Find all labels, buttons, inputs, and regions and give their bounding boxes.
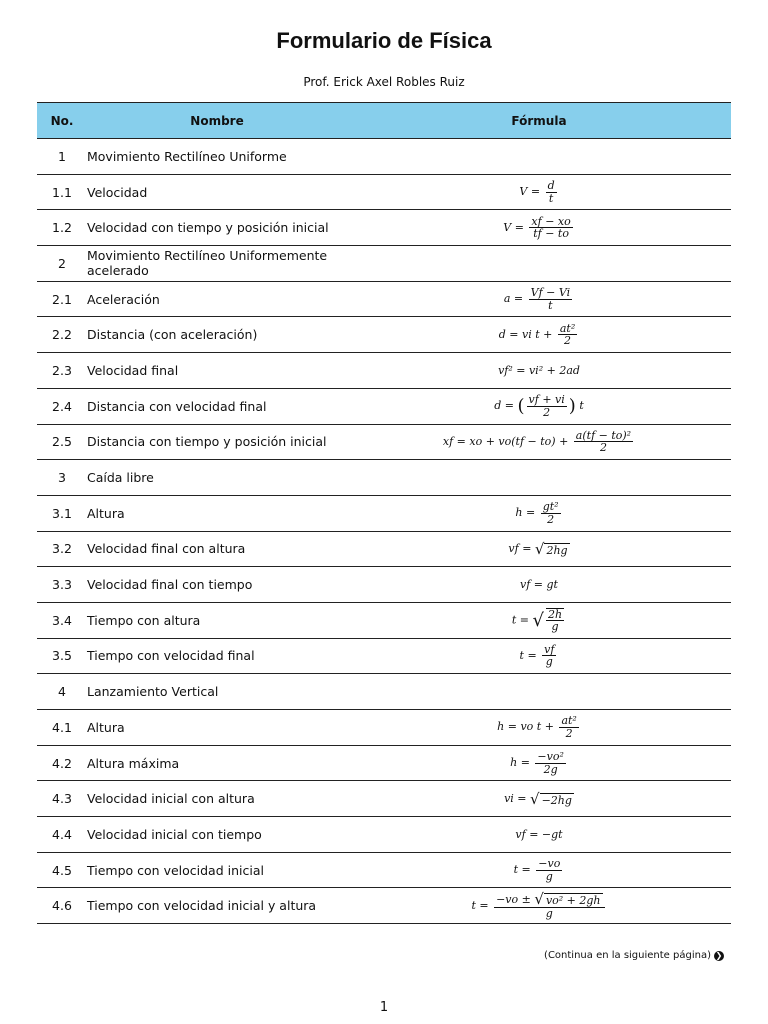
fraction [527,394,567,418]
formula-text: vf = −gt [515,827,563,841]
row-name: Altura [87,710,347,746]
row-name: Caída libre [87,460,347,496]
row-formula [347,460,731,496]
numerator-prefix: −vo ± [496,892,531,906]
denominator: t [548,191,554,205]
formula-lhs: xf = xo + vo(tf − to) + [442,434,569,448]
formula-table [37,102,731,924]
numerator: at² [561,714,577,728]
formula-lhs: h = [510,756,530,770]
row-name: Velocidad [87,174,347,210]
formula-lhs: t = [519,648,537,662]
row-number: 2.3 [37,353,87,389]
numerator: −vo [538,857,561,871]
formula-lhs: t = [511,613,530,627]
row-name: Movimiento Rectilíneo Uniforme [87,139,347,175]
row-number: 1 [37,139,87,175]
fraction [546,180,557,204]
row-name: Tiempo con velocidad inicial [87,852,347,888]
row-formula [347,139,731,175]
fraction [529,287,573,311]
radical-sign: √ [534,889,544,908]
row-number: 2.4 [37,388,87,424]
table-row [37,852,731,888]
row-name: Distancia (con aceleración) [87,317,347,353]
row-formula [347,745,731,781]
table-row [37,567,731,603]
numerator: 2h [548,607,563,621]
fraction [541,501,561,525]
row-number: 4.3 [37,781,87,817]
row-name: Movimiento Rectilíneo Uniformemente acelerado [87,246,347,282]
numerator: at² [559,321,576,335]
denominator: 2 [543,405,551,419]
row-formula [347,424,731,460]
row-formula [347,174,731,210]
row-formula [347,567,731,603]
column-header-formula: Fórmula [347,103,731,139]
table-row [37,531,731,567]
fraction [558,323,577,347]
formula-lhs: d = vi t + [498,327,553,341]
table-row [37,638,731,674]
table-row [37,174,731,210]
row-number: 4 [37,674,87,710]
formula-text: vf² = vi² + 2ad [498,363,580,377]
row-number: 3.3 [37,567,87,603]
row-formula [347,388,731,424]
row-name: Velocidad final con tiempo [87,567,347,603]
row-number: 4.2 [37,745,87,781]
row-number: 4.4 [37,817,87,853]
row-formula [347,852,731,888]
row-name: Altura máxima [87,745,347,781]
formula-lhs: a = [503,292,524,306]
row-formula [347,638,731,674]
fraction [546,608,564,633]
fraction [542,644,556,668]
row-number: 3.5 [37,638,87,674]
numerator: vf + vi [528,393,565,407]
denominator: t [548,298,553,312]
row-formula [347,781,731,817]
row-name: Lanzamiento Vertical [87,674,347,710]
document-author: Prof. Erick Axel Robles Ruiz [303,75,465,89]
right-paren: ) [568,395,576,417]
formula-lhs: h = vo t + [497,720,554,734]
numerator: xf − xo [531,214,571,228]
row-number: 4.1 [37,710,87,746]
formula-lhs: t = [471,898,489,912]
table-row [37,745,731,781]
row-number: 3.4 [37,602,87,638]
row-number: 2.2 [37,317,87,353]
table-row [37,460,731,496]
fraction [535,751,565,775]
row-name: Altura [87,495,347,531]
row-formula [347,281,731,317]
denominator: g [545,655,553,669]
row-number: 2.5 [37,424,87,460]
table-row [37,817,731,853]
denominator: 2g [543,762,558,776]
row-number: 4.6 [37,888,87,924]
row-name: Aceleración [87,281,347,317]
row-name: Velocidad final [87,353,347,389]
square-root [534,889,602,908]
denominator: tf − to [533,227,569,241]
continue-note-text: (Continua en la siguiente página) [544,950,711,961]
row-number: 2.1 [37,281,87,317]
row-name: Distancia con tiempo y posición inicial [87,424,347,460]
column-header-name: Nombre [87,103,347,139]
row-formula [347,353,731,389]
radical-sign: √ [530,789,540,808]
fraction [536,858,562,882]
formula-lhs: t = [513,863,531,877]
row-formula [347,210,731,246]
table-row [37,495,731,531]
row-name: Velocidad final con altura [87,531,347,567]
radical-sign: √ [534,539,545,558]
row-formula [347,317,731,353]
radicand: −2hg [541,793,572,807]
radical-sign: √ [532,609,545,631]
formula-lhs: vi = [504,791,527,805]
table-row [37,317,731,353]
row-number: 3.2 [37,531,87,567]
denominator: 2 [565,726,573,740]
table-row [37,602,731,638]
row-name: Velocidad con tiempo y posición inicial [87,210,347,246]
numerator: a(tf − to)² [575,428,632,442]
square-root [530,790,574,808]
radicand: vo² + 2gh [545,893,601,907]
numerator: vf [544,642,555,656]
row-formula [347,674,731,710]
formula-text: vf = gt [520,578,558,592]
formula-lhs: V = [519,185,541,199]
formula-lhs: h = [515,506,536,520]
row-number: 2 [37,246,87,282]
table-row [37,424,731,460]
fraction [529,216,572,240]
fraction [574,430,633,454]
row-number: 1.2 [37,210,87,246]
denominator: g [545,869,553,883]
square-root [535,540,570,558]
formula-rhs: t [579,399,584,413]
table-row [37,388,731,424]
formula-lhs: vf = [508,541,532,555]
numerator: Vf − Vi [530,286,571,300]
row-formula [347,602,731,638]
continue-note [544,950,724,961]
row-name: Tiempo con velocidad inicial y altura [87,888,347,924]
radicand: 2hg [546,543,568,557]
numerator [494,889,604,909]
row-formula [347,246,731,282]
table-row [37,353,731,389]
table-header-row [37,103,731,139]
table-row [37,710,731,746]
row-name: Velocidad inicial con altura [87,781,347,817]
chevron-right-icon: ❯ [715,950,723,960]
left-paren: ( [517,395,525,417]
numerator: −vo² [537,749,564,763]
fraction [559,715,578,739]
fraction [494,889,604,921]
denominator: 2 [599,441,607,455]
numerator: gt² [542,500,559,514]
formula-lhs: d = [494,399,515,413]
row-name: Distancia con velocidad final [87,388,347,424]
table-row [37,281,731,317]
numerator: d [547,178,555,192]
denominator: g [551,620,559,634]
page-number: 1 [379,1000,389,1015]
denominator: 2 [564,334,572,348]
row-formula [347,888,731,924]
row-formula [347,710,731,746]
row-number: 3.1 [37,495,87,531]
row-name: Velocidad inicial con tiempo [87,817,347,853]
document-title: Formulario de Física [276,28,492,53]
row-formula [347,531,731,567]
row-name: Tiempo con velocidad final [87,638,347,674]
row-number: 1.1 [37,174,87,210]
formula-lhs: V = [503,220,524,234]
table-row [37,210,731,246]
column-header-no: No. [37,103,87,139]
denominator: g [545,907,553,921]
denominator: 2 [547,512,555,526]
table-row [37,888,731,924]
row-formula [347,817,731,853]
table-row [37,674,731,710]
row-number: 3 [37,460,87,496]
row-name: Tiempo con altura [87,602,347,638]
row-number: 4.5 [37,852,87,888]
table-row [37,246,731,282]
table-row [37,139,731,175]
table-row [37,781,731,817]
row-formula [347,495,731,531]
